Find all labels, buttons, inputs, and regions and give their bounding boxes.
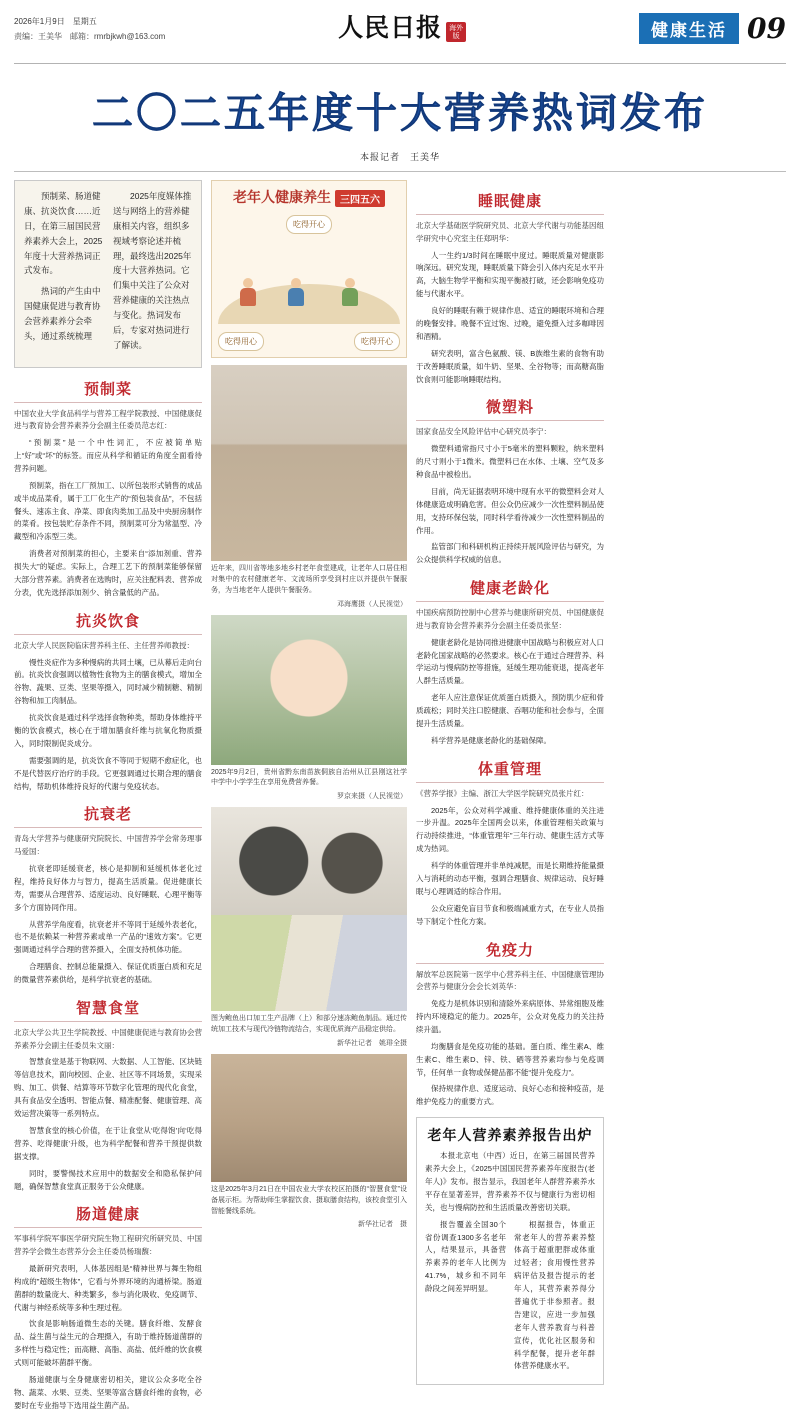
- paragraph: 慢性炎症作为多种慢病的共同土壤，已从幕后走向台前。抗炎饮食强调以植物性食物为主的膳食模式，增加全谷物、蔬果、豆类、坚果等摄入，同时减少精制糖、精制谷物和加工肉制品。: [14, 657, 202, 706]
- photo-caption-student: 2025年9月2日，贵州省黔东南苗族侗族自治州从江县刚这社学中学中小学学生在享用免费营养餐。: [211, 768, 407, 787]
- expert-attribution-kangyan: 北京大学人民医院临床营养科主任、主任营养师教授：: [14, 640, 194, 650]
- paper-edition-badge: 海外版: [446, 22, 466, 42]
- person-body-icon: [288, 288, 304, 306]
- paragraph: 抗炎饮食是通过科学选择食物种类，帮助身体维持平衡的饮食模式，核心在于增加膳食纤维与抗氧化物质摄入，同时限制促炎成分。: [14, 713, 202, 748]
- photo-abalone: [211, 807, 407, 915]
- paragraph: 老年人应注意保证优质蛋白质摄入，预防肌少症和骨质疏松；同时关注口腔健康、吞咽功能和社会参与，全面提升生活质量。: [416, 693, 604, 729]
- publication-date: 2026年1月9日 星期五: [14, 17, 97, 26]
- expert-attribution-weisuliao: 国家食品安全风险评估中心研究员李宁：: [416, 427, 551, 437]
- photo-credit-student: 罗京来摄（人民视觉）: [337, 793, 407, 801]
- paragraph: 免疫力是机体识别和清除外来病原体、异常细胞及维持内环境稳定的能力。2025年，公众对免疫力的关注持续升温。: [416, 999, 604, 1034]
- section-title: 健康生活: [639, 13, 739, 44]
- section-heading-mianyili: 免疫力: [485, 940, 534, 959]
- section-heading-kangyan: 抗炎饮食: [75, 611, 140, 630]
- photo-canteen: [211, 365, 407, 561]
- expert-attribution-mianyili: 解放军总医院第一医学中心营养科主任、中国健康管理协会营养与健康分会会长刘英华：: [416, 969, 604, 992]
- section-heading-zhihuishitang: 智慧食堂: [75, 998, 140, 1017]
- article-body-shuimian: [416, 250, 604, 387]
- article-body-zhihuishitang: [14, 1056, 202, 1193]
- person-body-icon: [342, 288, 358, 306]
- paragraph: 公众应避免盲目节食和极端减重方式，在专业人员指导下制定个性化方案。: [416, 903, 604, 926]
- boxed-news-item: [416, 1117, 604, 1385]
- paragraph: 智慧食堂是基于物联网、大数据、人工智能、区块链等信息技术，面向校园、企业、社区等不同场景，实现采购、加工、供餐、结算等环节数字化管理的现代化食堂，具有食品安全透明、智能点餐、精准配餐、健康管理、高效运营决策等一系列特点。: [14, 1057, 202, 1119]
- infographic-title-text: 老年人健康养生: [233, 190, 331, 206]
- paragraph: 2025年，公众对科学减重、维持健康体重的关注进一步升温。2025年全国两会以来，体重管理相关政策与行动持续推进，“体重管理年”三年行动、健康生活方式等成为热词。: [416, 805, 604, 854]
- headline-block: [14, 64, 786, 143]
- boxed-news-body-left: 报告覆盖全国30个省份调查1300多名老年人，结果显示，具备营养素养的老年人比例为41.7%，城乡和不同年龄段之间差异明显。: [425, 1219, 506, 1294]
- paragraph: 肠道健康与全身健康密切相关，建议公众多吃全谷物、蔬菜、水果、豆类、坚果等富含膳食纤维的食物，必要时在专业指导下选用益生菌产品。: [14, 1375, 202, 1410]
- header-divider: [14, 171, 786, 172]
- photo-credit-canteen: 邓海鹰摄（人民视觉）: [337, 600, 407, 608]
- expert-attribution-kangshuailao: 青岛大学营养与健康研究院院长、中国营养学会常务理事马爱国：: [14, 834, 202, 857]
- content-columns: [14, 180, 786, 1417]
- photo-smart-canteen: [211, 1054, 407, 1182]
- boxed-news-title: 老年人营养素养报告出炉: [427, 1128, 593, 1145]
- lead-paragraph-3: 热词的产生由中国健康促进与教育协会营养素养分会牵头，通过系统梳理: [24, 286, 101, 341]
- section-heading-yuzhicai: 预制菜: [83, 379, 132, 398]
- paragraph: 抗衰老即延缓衰老，核心是抑制和延缓机体老化过程，维持良好体力与智力，提高生活质量。促进健康长寿，需要从合理营养、适度运动、良好睡眠、心理平衡等多个方面协同作用。: [14, 863, 202, 912]
- expert-attribution-changdao: 军事科学院军事医学研究院生物工程研究所研究员、中国营养学会微生态营养分会主任委员杨瑞馥：: [14, 1234, 202, 1257]
- section-header: [639, 10, 786, 45]
- photo-student-meal: [211, 615, 407, 765]
- byline: 本报记者 王美华: [359, 152, 440, 162]
- column-1: [14, 180, 202, 1417]
- paragraph: 均衡膳食是免疫功能的基础。蛋白质、维生素A、维生素C、维生素D、锌、铁、硒等营养素均参与免疫调节，任何单一食物或保健品都不能“提升免疫力”。: [416, 1041, 604, 1077]
- paragraph: 监管部门和科研机构正持续开展风险评估与研究，为公众提供科学权威的信息。: [416, 542, 604, 565]
- paragraph: 科学营养是健康老龄化的基础保障。: [431, 735, 551, 745]
- article-body-yuzhicai: [14, 437, 202, 600]
- expert-attribution-shuimian: 北京大学基础医学院研究员、北京大学代谢与功能基因组学研究中心究室主任郑明华：: [416, 221, 604, 243]
- masthead: [14, 10, 786, 64]
- photo-credit-abalone: 新华社记者 姚琲全摄: [337, 1039, 407, 1047]
- infographic-bubble: 吃得开心: [354, 332, 400, 351]
- expert-attribution-laolinghua: 中国疾病预防控制中心营养与健康所研究员、中国健康促进与教育协会营养素养分会副主任委员张坚：: [416, 608, 604, 630]
- paragraph: 科学的体重管理并非单纯减肥，而是长期维持能量摄入与消耗的动态平衡，强调合理膳食、规律运动、良好睡眠与心理调适的综合作用。: [416, 861, 604, 896]
- column-2: [211, 180, 407, 1417]
- section-heading-tizhong: 体重管理: [477, 759, 542, 778]
- paragraph: 饮食是影响肠道微生态的关键。膳食纤维、发酵食品、益生菌与益生元的合理摄入，有助于维持肠道菌群的多样性与稳定性；而高糖、高脂、高盐、低纤维的饮食模式则可能破坏菌群平衡。: [14, 1319, 202, 1368]
- photo-packaged-products: [211, 915, 407, 1011]
- person-head-icon: [345, 278, 355, 288]
- article-body-tizhong: [416, 805, 604, 929]
- column-3: [416, 180, 604, 1417]
- section-heading-laolinghua: 健康老龄化: [469, 579, 550, 598]
- lead-paragraph-2: 2025年度媒体推送与网络上的营养健康相关内容，组织多视域考察论述并梳理，最终选出2025年度十大营养热词。它们集中关注了公众对营养健康的关注热点与变化。热词发布后，专家对热词进行了解读。: [113, 191, 192, 350]
- paragraph: 智慧食堂的核心价值，在于让食堂从‘吃得饱’向‘吃得营养、吃得健康’升级，也为科学配餐和营养干预提供数据支撑。: [14, 1125, 202, 1161]
- paragraph: “预制菜”是一个中性词汇，不应被简单贴上“好”或“坏”的标签。而应从科学和循证的角度全面看待营养问题。: [14, 438, 202, 473]
- paragraph: 良好的睡眠有赖于规律作息、适宜的睡眠环境和合理的晚餐安排。晚餐不宜过饱、过晚，避免摄入过多咖啡因和酒精。: [416, 306, 604, 341]
- masthead-meta: [14, 10, 165, 44]
- boxed-news-dateline: 本报北京电（中西）近日，在第三届国民营养素养大会上，《2025中国国民营养素养年度报告(老年人)》发布。报告显示，我国老年人群营养素养水平存在显著差异，营养素养不仅与健康行为密切相关，也与慢病防控和生活质量改善密切关联。: [425, 1151, 595, 1212]
- person-head-icon: [291, 278, 301, 288]
- lead-paragraph-1: 预制菜、肠道健康、抗炎饮食……近日，在第三届国民营养素养大会上，2025年度十大营养热词正式发布。: [24, 191, 103, 276]
- infographic-title: [218, 187, 400, 207]
- expert-attribution-zhihuishitang: 北京大学公共卫生学院教授、中国健康促进与教育协会营养素养分会副主任委员朱文丽：: [14, 1027, 202, 1050]
- person-head-icon: [243, 278, 253, 288]
- page-title: 二〇二五年度十大营养热词发布: [92, 89, 708, 137]
- paragraph: 微塑料通常指尺寸小于5毫米的塑料颗粒，纳米塑料的尺寸则小于1微米。微塑料已在水体、土壤、空气及多种食品中被检出。: [416, 444, 604, 479]
- article-body-mianyili: [416, 998, 604, 1109]
- page-number: 09: [747, 12, 786, 45]
- paragraph: 目前，尚无证据表明环境中现有水平的微塑料会对人体健康造成明确危害。但公众仍应减少一次性塑料制品使用，支持环保包装，同时科学看待减少一次性塑料制品的作用。: [416, 486, 604, 535]
- photo-caption-canteen: 近年来，四川省等地多地乡村老年食堂建成，让老年人口居住相对集中的农村健康老年、文流场所享受到村庄以并提供午餐服务，为当地老年人提供午餐服务。: [211, 565, 407, 594]
- section-heading-changdao: 肠道健康: [75, 1205, 140, 1224]
- paragraph: 研究表明，富含色氨酸、镁、B族维生素的食物有助于改善睡眠质量，如牛奶、坚果、全谷物等；而高糖高脂饮食则可能影响睡眠结构。: [416, 348, 604, 384]
- photo-credit-market: 新华社记者 摄: [358, 1221, 407, 1229]
- boxed-news-body-right: 根据报告，体重正常老年人的营养素养整体高于超重肥胖或体重过轻者；食用慢性营养病评估及报告提示的老年人，其营养素养得分普遍优于非参照者。报告建议，应进一步加强老年人营养教育与科普宣传，优化社区服务和科学配餐，提升老年群体营养健康水平。: [514, 1219, 595, 1371]
- paragraph: 保持规律作息、适度运动、良好心态和接种疫苗，是维护免疫力的重要方式。: [416, 1084, 604, 1107]
- infographic-bubble: 吃得开心: [286, 215, 332, 234]
- article-body-kangshuailao: [14, 863, 202, 987]
- person-body-icon: [240, 288, 256, 306]
- section-heading-shuimian: 睡眠健康: [477, 192, 542, 210]
- infographic-illustration: [218, 238, 400, 324]
- photo-caption-abalone: 图为鲍鱼出口加工生产品牌（上）和部分速冻鲍鱼制品。通过传统加工技术与现代冷链物流结合，实现优质海产品稳定供给。: [211, 1015, 407, 1034]
- paper-logo: [165, 8, 639, 44]
- section-heading-kangshuailao: 抗衰老: [83, 805, 132, 824]
- paragraph: 需要强调的是，抗炎饮食不等同于短期不愈症化，也不是代替医疗治疗的手段。它更强调通过长期合理的膳食结构，帮助机体维持良好的代谢与免疫状态。: [14, 755, 202, 791]
- editor-contact: 责编：王美华 邮箱：rmrbjkwh@163.com: [14, 32, 166, 42]
- article-body-kangyan: [14, 657, 202, 794]
- paragraph: 健康老龄化是协同推进健康中国战略与积极应对人口老龄化国家战略的必然要求。核心在于通过合理营养、科学运动与慢病防控等措施，延缓生理功能衰退，提高老年人群生活质量。: [416, 637, 604, 686]
- paragraph: 同时，要警惕技术应用中的数据安全和隐私保护问题，确保智慧食堂真正服务于公众健康。: [14, 1168, 202, 1191]
- infographic-card: [211, 180, 407, 358]
- article-body-changdao: [14, 1263, 202, 1413]
- expert-attribution-yuzhicai: 中国农业大学食品科学与营养工程学院教授、中国健康促进与教育协会营养素养分会副主任委员范志红：: [14, 408, 202, 431]
- article-body-weisuliao: [416, 443, 604, 567]
- article-body-laolinghua: [416, 637, 604, 748]
- paragraph: 消费者对预制菜的担心，主要来自“添加剂重、营养损失大”的疑虑。实际上，合理工艺下的预制菜能够保留大部分营养素。消费者在选购时，应关注配料表、营养成分表，优先选择添加剂少、钠含量低的产品。: [14, 549, 202, 597]
- expert-attribution-tizhong: 《营养学报》主编、浙江大学医学院研究员张片红：: [416, 788, 589, 798]
- paragraph: 合理膳食、控制总能量摄入、保证优质蛋白质和充足的微量营养素供给，是科学抗衰老的基础。: [14, 962, 202, 985]
- paragraph: 预制菜，指在工厂预加工、以所包装形式销售的成品或半成品菜肴，属于工厂化生产的“预包装食品”，不包括餐头、速冻主食、净菜、即食肉类加工品及中央厨房制作的菜肴。按包装贮存条件不同，预制菜可分为常温型、冷藏型和冷冻型三类。: [14, 480, 202, 542]
- infographic-bubble: 吃得用心: [218, 332, 264, 351]
- paragraph: 最新研究表明，人体基因组是“精神世界与舞生物组构成的”超级生物体”，它看与外界环境的沟通桥梁。肠道菌群的数量庞大、种类繁多，参与消化吸收、免疫调节、代谢与神经系统等多种生理过程。: [14, 1263, 202, 1312]
- paper-name: 人民日报: [338, 13, 443, 42]
- infographic-tag: 三四五六: [335, 190, 385, 207]
- photo-caption-market: 这是2025年3月21日在中国农业大学农校区拍摄的“智慧食堂”设备展示柜。为帮助师生掌握饮食、摄取膳食结构，该校食堂引入智能餐线系统。: [211, 1185, 407, 1215]
- lead-box: [14, 180, 202, 368]
- paragraph: 人一生约1/3时间在睡眠中度过。睡眠质量对健康影响深远。研究发现，睡眠质量下降会引入体内充足水平升高，大脑生物学平衡和实现平衡被打破，还会影响免疫功能与代谢水平。: [416, 250, 604, 299]
- paragraph: 从营养学角度看，抗衰老并不等同于延缓外表老化，也不是依赖某一种营养素或单一产品的“速效方案”。它更强调通过科学合理的营养摄入，全面支持机体功能。: [14, 919, 202, 955]
- section-heading-weisuliao: 微塑料: [485, 398, 534, 417]
